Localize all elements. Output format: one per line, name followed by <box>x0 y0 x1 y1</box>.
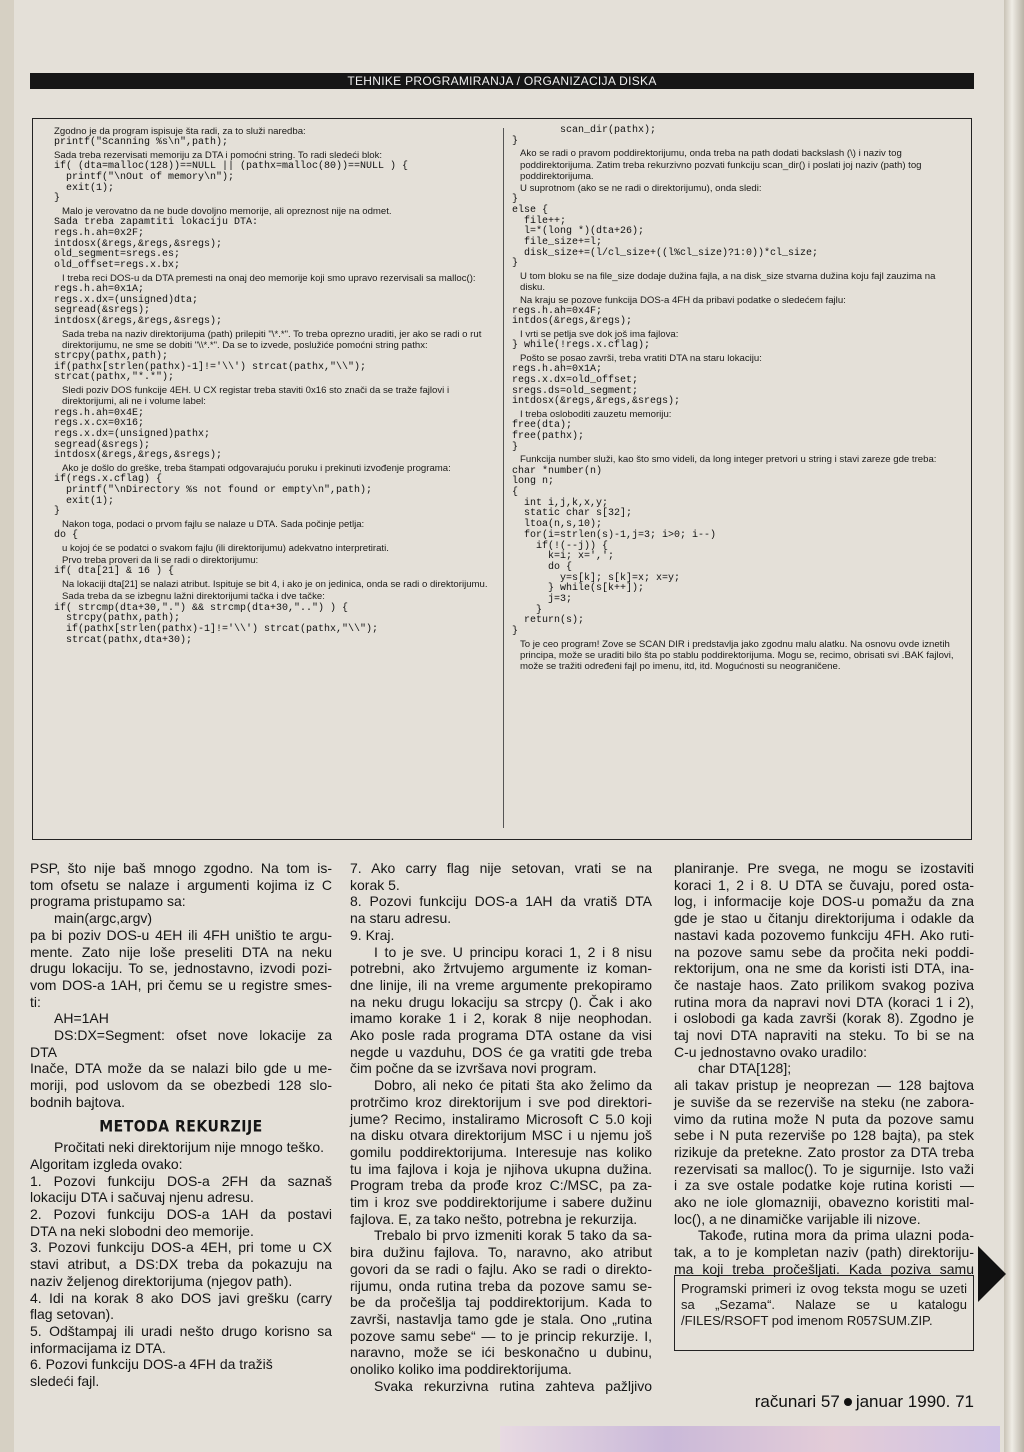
listing-paragraph: U suprotnom (ako se ne radi o direktorijumu), onda sledi: <box>520 183 762 195</box>
listing-paragraph: Pošto se posao završi, treba vratiti DTA na staru lokaciju: <box>520 353 762 365</box>
page-number: 71 <box>955 1392 974 1411</box>
download-info-text: Programski primeri iz ovog teksta mogu se uzeti sa „Sezama“. Nalaze se u katalogu /FILES/RSOFT pod imenom R057SUM.ZIP. <box>681 1281 967 1328</box>
text-line: rijumu, onda rutina treba da pozove samu se- <box>350 1277 652 1294</box>
text-line: ti: <box>30 993 41 1010</box>
text-line: tak, a to je kompletan naziv (path) direktoriju- <box>674 1244 974 1261</box>
text-line: C-u jednostavno ovako uradilo: <box>674 1043 868 1060</box>
text-line: Takođe, rutina mora da prima ulazni poda- <box>698 1227 974 1244</box>
text-line: lokaciju DTA i sačuvaj njenu adresu. <box>30 1189 254 1206</box>
text-line: koraci 1, 2 i 8. U DTA se čuvaju, pored osta- <box>674 876 974 893</box>
text-line: je suviše da se rezerviše na steku (ne zabora- <box>674 1093 974 1110</box>
text-line: Trebalo bi prvo izmeniti korak 5 tako da sa- <box>374 1227 652 1244</box>
text-line: ma koji treba pročešljati. Kada poziva samu <box>674 1260 974 1277</box>
text-line: onoliko koliko ima poddirektorijuma. <box>350 1361 572 1378</box>
code-snippet: regs.h.ah=0x1A; regs.x.dx=old_offset; sregs.ds=old_segment; intdosx(&regs,&regs,&sregs); <box>512 364 681 408</box>
text-line: i oslobodi ga kada završi (korak 8). Zgodno je <box>674 1010 974 1027</box>
text-line: 5. Odštampaj ili uradi nešto drugo korisno sa <box>30 1322 332 1339</box>
listing-paragraph: Ako je došlo do greške, treba štampati odgovarajuću poruku i prekinuti izvođenje programa: <box>62 463 451 475</box>
text-line: gde je stao u čitanju direktorijuma i odakle da <box>674 910 974 927</box>
text-line: 3. Pozovi funkciju DOS-a 4EH, pri tome u CX <box>30 1239 332 1256</box>
text-line: be da pročešlja taj poddirektorijum. Kada to <box>350 1294 652 1311</box>
text-line: jume? Recimo, instaliramo Microsoft C 5.0 koji <box>350 1110 652 1127</box>
text-line: DS:DX=Segment: ofset nove lokacije za <box>54 1027 332 1044</box>
listing-paragraph: Na kraju se pozove funkcija DOS-a 4FH da pribavi podatke o sledećem fajlu: <box>520 294 846 306</box>
article-column-3 <box>674 860 974 1278</box>
code-snippet: } while(!regs.x.cflag); <box>512 340 651 352</box>
text-line: Dobro, ali neko će pitati šta ako želimo da <box>374 1077 652 1094</box>
article-column-1 <box>30 860 332 1390</box>
listing-paragraph: I vrti se petlja sve dok još ima fajlova: <box>520 329 679 341</box>
text-line: na disku otvara direktorijum MSC i u njemu još <box>350 1127 652 1144</box>
text-line: i za sve ostale podatke koje rutina koristi — <box>674 1177 974 1194</box>
text-line: na pozove samu sebe da pročita neki poddi- <box>674 943 974 960</box>
text-line: tom ofsetu se nalaze i argumenti kojima iz C <box>30 876 332 893</box>
section-heading: METODA REKURZIJE <box>99 1117 263 1136</box>
text-line: sebe i N puta rezerviše po 128 bajta), pa stek <box>674 1127 974 1144</box>
text-line: vom DOS-a 1AH, pri čemu se u registre smes- <box>30 976 332 993</box>
text-line: 2. Pozovi funkciju DOS-a 1AH da postavi <box>30 1206 332 1223</box>
code-snippet: if( (dta=malloc(128))==NULL || (pathx=malloc(80))==NULL ) { printf("\nOut of memory\n"); exit(1); } <box>54 161 409 205</box>
text-line: govori da se radi o fajlu. Ako se radi o direkto- <box>350 1260 652 1277</box>
text-line: imamo korake 1 i 2, korak 8 nije neophodan. <box>350 1010 652 1027</box>
code-snippet: do { <box>54 530 79 542</box>
text-line: flag setovan). <box>30 1306 115 1323</box>
text-line: 7. Ako carry flag nije setovan, vrati se na <box>350 860 652 876</box>
listing-paragraph: Zgodno je da program ispisuje šta radi, za to služi naredba: <box>54 126 306 137</box>
text-line: 9. Kraj. <box>350 926 395 943</box>
issue-date: januar 1990. <box>855 1392 951 1411</box>
code-snippet: if( dta[21] & 16 ) { <box>54 566 175 578</box>
code-snippet: Sada treba zapamtiti lokaciju DTA: regs.h.ah=0x2F; intdosx(&regs,&regs,&sregs); old_segment=sregs.es; old_offset=regs.x.bx; <box>54 217 259 271</box>
listing-left-column <box>54 126 490 647</box>
text-line: main(argc,argv) <box>54 910 153 927</box>
bottom-color-strip <box>500 1426 1000 1452</box>
text-line: na neku drugu lokaciju sa strcpy (). Čak i ako <box>350 993 652 1010</box>
listing-paragraph: Funkcija number služi, kao što smo videli, da long integer pretvori u string i stavi zareze gde treba: <box>520 454 937 466</box>
text-line: Algoritam izgleda ovako: <box>30 1155 183 1172</box>
text-line: rutina mora da napravi novi DTA (koraci 1 i 2), <box>674 993 974 1010</box>
text-line: I to je sve. U principu koraci 1, 2 i 8 nisu <box>374 943 652 960</box>
listing-paragraph: Na lokaciji dta[21] se nalazi atribut. Ispituje se bit 4, i ako je on jedinica, onda se radi o direktorijumu. <box>62 579 488 591</box>
section-header: TEHNIKE PROGRAMIRANJA / ORGANIZACIJA DISKA <box>30 73 974 89</box>
text-line: moriji, pod uslovom da se obezbedi 128 slo- <box>30 1077 332 1094</box>
text-line: taj novi DTA napraviti na steku. To bi se na <box>674 1027 974 1044</box>
text-line: Pročitati neki direktorijum nije mnogo teško. <box>54 1139 325 1156</box>
listing-paragraph: Sada treba rezervisati memoriju za DTA i pomoćni string. To radi sledeći blok: <box>54 149 383 161</box>
text-line: Program treba da prođe kroz C:/MSC, pa za- <box>350 1177 652 1194</box>
listing-right-column <box>512 126 960 673</box>
text-line: mente. Zato nije loše preseliti DTA na neku <box>30 943 332 960</box>
text-line: rezervisati sa malloc(). To je sigurnije. Isto važi <box>674 1160 974 1177</box>
text-line: tu ima fajlova i koja je njihova ukupna dužina. <box>350 1160 652 1177</box>
text-line: naravno, može se ići beskonačno u dubinu, <box>350 1344 652 1361</box>
listing-paragraph: Prvo treba proveri da li se radi o direktorijumu: <box>62 555 259 567</box>
text-line: bira dužinu fajlova. To, naravno, ako atribut <box>350 1244 652 1261</box>
text-line: završi, nastavlja tamo gde je stala. Ono „rutina <box>350 1310 652 1327</box>
text-line: 8. Pozovi funkciju DOS-a 1AH da vratiš DTA <box>350 893 652 910</box>
text-line: Svaka rekurzivna rutina zahteva pažljivo <box>374 1377 652 1394</box>
text-line: gomilu poddirektorijuma. Interesuje nas koliko <box>350 1143 652 1160</box>
text-line: dne linije, ili na vreme argumente prekopiramo <box>350 976 652 993</box>
text-line: bodnih bajtova. <box>30 1093 125 1110</box>
code-snippet: scan_dir(pathx); } <box>512 125 657 147</box>
text-line: naziv željenog direktorijuma (njegov path). <box>30 1272 293 1289</box>
text-line: PSP, što nije baš mnogo zgodno. Na tom is- <box>30 860 332 876</box>
column-divider <box>503 128 504 828</box>
text-line: planiranje. Pre svega, ne mogu se izostaviti <box>674 860 974 876</box>
text-line: negde u vazduhu, DOS će ga vratiti gde treba <box>350 1043 652 1060</box>
text-line: protrčimo kroz direktorijum i sve pod direktori- <box>350 1093 652 1110</box>
text-line: 1. Pozovi funkciju DOS-a 2FH da saznaš <box>30 1172 332 1189</box>
text-line: tim i kroz sve poddirektorijume i sabere dužinu <box>350 1194 652 1211</box>
article-column-2 <box>350 860 652 1395</box>
text-line: ali takav pristup je neoprezan — 128 bajtova <box>674 1077 974 1094</box>
code-snippet: regs.h.ah=0x4E; regs.x.cx=0x16; regs.x.dx=(unsigned)pathx; segread(&sregs); intdosx(&regs,&regs,&sregs); <box>54 407 223 462</box>
code-snippet: printf("Scanning %s\n",path); <box>54 137 229 149</box>
code-snippet: free(dta); free(pathx); } <box>512 420 585 453</box>
text-line: DTA na neki slobodni deo memorije. <box>30 1222 254 1239</box>
listing-paragraph: U tom bloku se na file_size dodaje dužina fajla, a na disk_size stvarna dužina koju fajl zauzima na disku. <box>520 271 936 294</box>
listing-paragraph: Sledi poziv DOS funkcije 4EH. U CX registar treba staviti 0x16 sto znači da se traže fajlovi i direktorijumi, ali ne i volume label: <box>62 385 450 408</box>
text-line: čim počne da se izvršava novi program. <box>350 1060 597 1077</box>
code-snippet: regs.h.ah=0x4F; intdos(&regs,&regs); <box>512 305 633 328</box>
text-line: korak 5. <box>350 876 400 893</box>
text-line: vimo da rutina može N puta da pozove samu <box>674 1110 974 1127</box>
text-line: rektorijum, ona ne sme da koristi isti DTA, ina- <box>674 960 974 977</box>
magazine-name: računari 57 <box>754 1392 840 1411</box>
text-line: DTA <box>30 1043 57 1060</box>
code-snippet: char *number(n) long n; { int i,j,k,x,y; static char s[32]; ltoa(n,s,10); for(i=strlen(s)-1,j=3; i>0; i--) if(!(--j)) { k=i; x=','; do { y=s[k]; s[k]=x; x=y; } while(s[k++]); j=3; } return(s); } <box>512 465 717 638</box>
page-footer <box>720 1392 974 1412</box>
listing-paragraph: To je ceo program! Zove se SCAN DIR i predstavlja jako zgodnu malu alatku. Na osnovu ovde iznetih principa, može se uraditi bilo šta po stablu poddirektorijuma. Mogu se, recimo, obrisati svi .BAK fajlovi, može se tražiti određeni fajl po imenu, itd, itd. Mogućnosti su neograničene. <box>520 638 954 673</box>
code-snippet: } else { file++; l=*(long *)(dta+26); file_size+=l; disk_size+=(l/cl_size+((l%cl_size)?1:0))*cl_size; } <box>512 194 819 270</box>
listing-paragraph: Sada treba na naziv direktorijuma (path) prilepiti "\*.*". To treba oprezno uraditi, jer ako se radi o rut direktorijumu, ne sme se dobiti "\\*.*". Da se to izvede, poslužiće pomoćni string pathx: <box>62 328 482 351</box>
continue-arrow-icon <box>978 1246 1006 1302</box>
listing-paragraph: I treba osloboditi zauzetu memoriju: <box>520 409 672 421</box>
text-line: če nastaje haos. Zato prilikom svakog poziva <box>674 976 974 993</box>
text-line: ako ne iole glomazniji, obavezno koristiti mal- <box>674 1194 974 1211</box>
text-line: loc(), a ne dinamičke varijable ili nizove. <box>674 1210 921 1227</box>
text-line: pozove samu sebe“ — to je princip rekurzije. I, <box>350 1327 652 1344</box>
text-line: rizikuje da pretekne. Zato prostor za DTA treba <box>674 1143 974 1160</box>
download-info-box <box>674 1275 974 1351</box>
listing-paragraph: Ako se radi o pravom poddirektorijumu, onda treba na path dodati backslash (\) i naziv tog poddirektorijuma. Zatim treba rekurzivno pozvati funkciju scan_dir() i poslati joj naziv (path) tog poddirektorijuma. <box>520 148 922 182</box>
code-snippet: if( strcmp(dta+30,".") && strcmp(dta+30,"..") ) { strcpy(pathx,path); if(pathx[strlen(pathx)-1]!='\\') strcat(pathx,"\\"); strcat(pathx,dta+30); <box>54 602 379 646</box>
listing-paragraph: Malo je verovatno da ne bude dovoljno memorije, ali opreznost nije na odmet. <box>62 205 392 217</box>
text-line: 6. Pozovi funkciju DOS-a 4FH da tražiš <box>30 1356 273 1373</box>
text-line: drugu lokaciju. To se, jednostavno, izvodi pozi- <box>30 960 332 977</box>
text-line: informacijama iz DTA. <box>30 1339 166 1356</box>
code-snippet: strcpy(pathx,path); if(pathx[strlen(pathx)-1]!='\\') strcat(pathx,"\\"); strcat(pathx,"*.*"); <box>54 351 367 384</box>
listing-paragraph: I treba reci DOS-u da DTA premesti na onaj deo memorije koji smo upravo rezervisali sa malloc(): <box>62 272 476 284</box>
text-line: sledeći fajl. <box>30 1373 100 1390</box>
bullet-icon <box>844 1398 852 1406</box>
text-line: log, i informacije koje DOS-u pomažu da zna <box>674 893 974 910</box>
listing-paragraph: u kojoj će se podatci o svakom fajlu (ili direktorijumu) adekvatno interpretirati. <box>62 543 389 555</box>
text-line: Ako posle rada programa DTA ostane da visi <box>350 1027 652 1044</box>
text-line: stavi atribut, a DS:DX treba da pokazuju na <box>30 1256 332 1273</box>
text-line: pa bi poziv DOS-u 4EH ili 4FH uništio te argu- <box>30 926 332 943</box>
text-line: AH=1AH <box>54 1010 109 1027</box>
text-line: nastavi kada pozovemo funkciju 4FH. Ako ruti- <box>674 926 974 943</box>
code-snippet: if(regs.x.cflag) { printf("\nDirectory %s not found or empty\n",path); exit(1); } <box>54 474 373 518</box>
page-edge <box>1004 0 1024 1452</box>
text-line: potrebni, ako žrtvujemo argumente iz koman- <box>350 960 652 977</box>
text-line: 4. Idi na korak 8 ako DOS javi grešku (carry <box>30 1289 332 1306</box>
text-line: char DTA[128]; <box>698 1060 792 1077</box>
listing-paragraph: Nakon toga, podaci o prvom fajlu se nalaze u DTA. Sada počinje petlja: <box>62 519 365 531</box>
code-snippet: regs.h.ah=0x1A; regs.x.dx=(unsigned)dta; segread(&sregs); intdosx(&regs,&regs,&sregs); <box>54 283 223 327</box>
text-line: Inače, DTA može da se nalazi bilo gde u me- <box>30 1060 332 1077</box>
text-line: na staru adresu. <box>350 910 452 927</box>
listing-paragraph: Sada treba da se izbegnu lažni direktorijumi tačka i dve tačke: <box>62 591 325 603</box>
text-line: programa pristupamo sa: <box>30 893 186 910</box>
text-line: fajlova. E, za tako nešto, potrebna je rekurzija. <box>350 1210 638 1227</box>
